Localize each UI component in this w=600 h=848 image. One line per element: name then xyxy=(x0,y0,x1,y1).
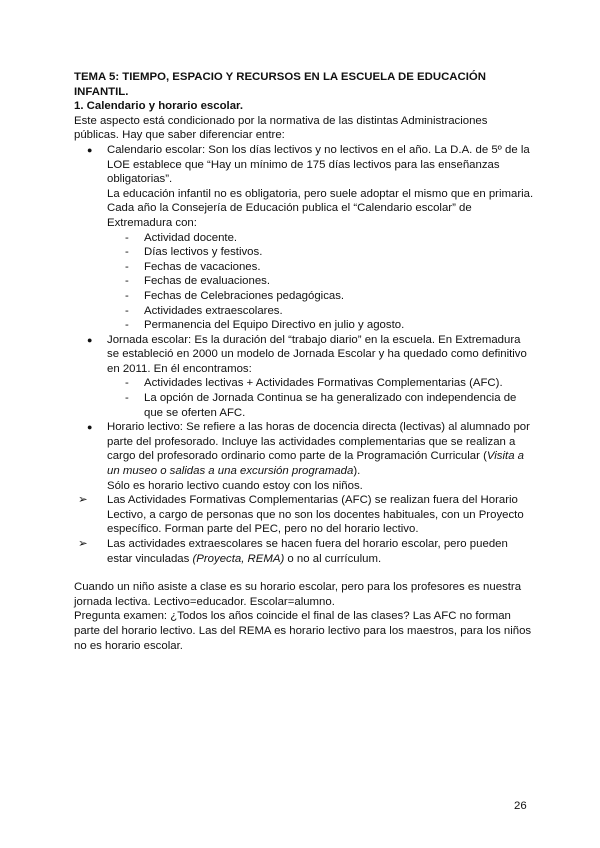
dash-icon: - xyxy=(125,377,129,390)
dash-icon: - xyxy=(125,231,129,244)
bullet-dot-icon: ● xyxy=(87,422,93,433)
bullet-continuation: Sólo es horario lectivo cuando estoy con los niños. xyxy=(107,479,363,492)
arrow-bullet-icon: ➢ xyxy=(78,538,88,550)
list-item xyxy=(74,289,534,304)
list-item xyxy=(74,318,534,333)
page-content xyxy=(74,70,534,653)
list-item-text: Fechas de vacaciones. xyxy=(144,260,261,273)
list-item xyxy=(74,391,534,420)
bullet-text xyxy=(107,420,534,478)
list-item-text: Actividades extraescolares. xyxy=(144,304,283,317)
dash-icon: - xyxy=(125,246,129,259)
bullet-text-italic: Visita a un museo o salidas a una excursión programada xyxy=(107,450,525,478)
bullet-text: Calendario escolar: Son los días lectivos y no lectivos en el año. La D.A. de 5º de la LOE establece que “Hay un mínimo de 175 días lectivos para las enseñanzas obligatorias”. xyxy=(107,143,530,186)
dash-icon: - xyxy=(125,275,129,288)
list-item-text: Actividad docente. xyxy=(144,231,238,244)
intro-paragraph: Este aspecto está condicionado por la normativa de las distintas Administraciones públicas. Hay que saber diferenciar entre: xyxy=(74,114,488,142)
dash-icon: - xyxy=(125,289,129,302)
dash-icon: - xyxy=(125,392,129,405)
bullet-continuation: La educación infantil no es obligatoria, pero suele adoptar el mismo que en primaria. Cada año la Consejería de Educación publica el “Calendario escolar” de Extremadura con: xyxy=(107,187,534,229)
list-item xyxy=(74,245,534,260)
dash-icon: - xyxy=(125,304,129,317)
arrow-item-text xyxy=(107,537,534,566)
list-item xyxy=(74,231,534,246)
section-heading: 1. Calendario y horario escolar. xyxy=(74,100,244,113)
bullet-dot-icon: ● xyxy=(87,334,93,345)
dash-icon: - xyxy=(125,260,129,273)
bullet-calendario-escolar xyxy=(74,143,534,231)
list-item-text: Permanencia del Equipo Directivo en julio y agosto. xyxy=(144,319,405,332)
bullet-dot-icon: ● xyxy=(87,144,93,155)
page-number: 26 xyxy=(514,800,527,812)
dash-icon: - xyxy=(125,319,129,332)
arrow-item-extraescolares xyxy=(74,537,534,566)
list-item-text: Días lectivos y festivos. xyxy=(144,246,263,259)
arrow-item-text: Las Actividades Formativas Complementarias (AFC) se realizan fuera del Horario Lectivo, a cargo de personas que no son los docentes habituales, con un Proyecto específico. Forman parte del PEC, pero no del horario lectivo. xyxy=(107,494,524,536)
list-item xyxy=(74,260,534,275)
exam-question-paragraph: Pregunta examen: ¿Todos los años coincide el final de las clases? Las AFC no forman parte del horario lectivo. Las del REMA es horario lectivo para los maestros, para los niños no es horario escolar. xyxy=(74,610,532,652)
arrow-text-end: o no al currículum. xyxy=(284,552,382,565)
closing-paragraph: Cuando un niño asiste a clase es su horario escolar, pero para los profesores es nuestra jornada lectiva. Lectivo=educador. Escolar=alumno. xyxy=(74,581,522,608)
document-title: TEMA 5: TIEMPO, ESPACIO Y RECURSOS EN LA ESCUELA DE EDUCACIÓN INFANTIL. xyxy=(74,71,487,98)
arrow-item-afc xyxy=(74,493,534,537)
bullet-text: Jornada escolar: Es la duración del “trabajo diario” en la escuela. En Extremadura se estableció en 2000 un modelo de Jornada Escolar y ha quedado como definitivo en 2011. En él encontramos: xyxy=(107,333,527,375)
list-item-text: Fechas de Celebraciones pedagógicas. xyxy=(144,289,345,302)
bullet-jornada-escolar xyxy=(74,333,534,377)
jornada-sublist xyxy=(74,376,534,420)
list-item-text: Actividades lectivas + Actividades Formativas Complementarias (AFC). xyxy=(144,377,503,390)
list-item-text: La opción de Jornada Continua se ha generalizado con independencia de que se oferten AFC. xyxy=(144,392,517,419)
calendario-sublist xyxy=(74,231,534,333)
list-item-text: Fechas de evaluaciones. xyxy=(144,275,271,288)
arrow-text-main: Las actividades extraescolares se hacen fuera del horario escolar, pero pueden estar vinculadas xyxy=(107,538,508,565)
arrow-bullet-icon: ➢ xyxy=(78,494,88,507)
bullet-horario-lectivo xyxy=(74,420,534,493)
list-item xyxy=(74,304,534,319)
list-item xyxy=(74,376,534,391)
bullet-text-main: Horario lectivo: Se refiere a las horas de docencia directa (lectivas) al alumnado por parte del profesorado. Incluye las actividades complementarias que se realizan a cargo del profesorado ordinario como parte de la Programación Curricular ( xyxy=(107,421,530,463)
arrow-text-italic: (Proyecta, REMA) xyxy=(192,552,285,565)
list-item xyxy=(74,274,534,289)
paragraph-spacer xyxy=(74,566,534,580)
bullet-text-end: ). xyxy=(353,465,361,478)
